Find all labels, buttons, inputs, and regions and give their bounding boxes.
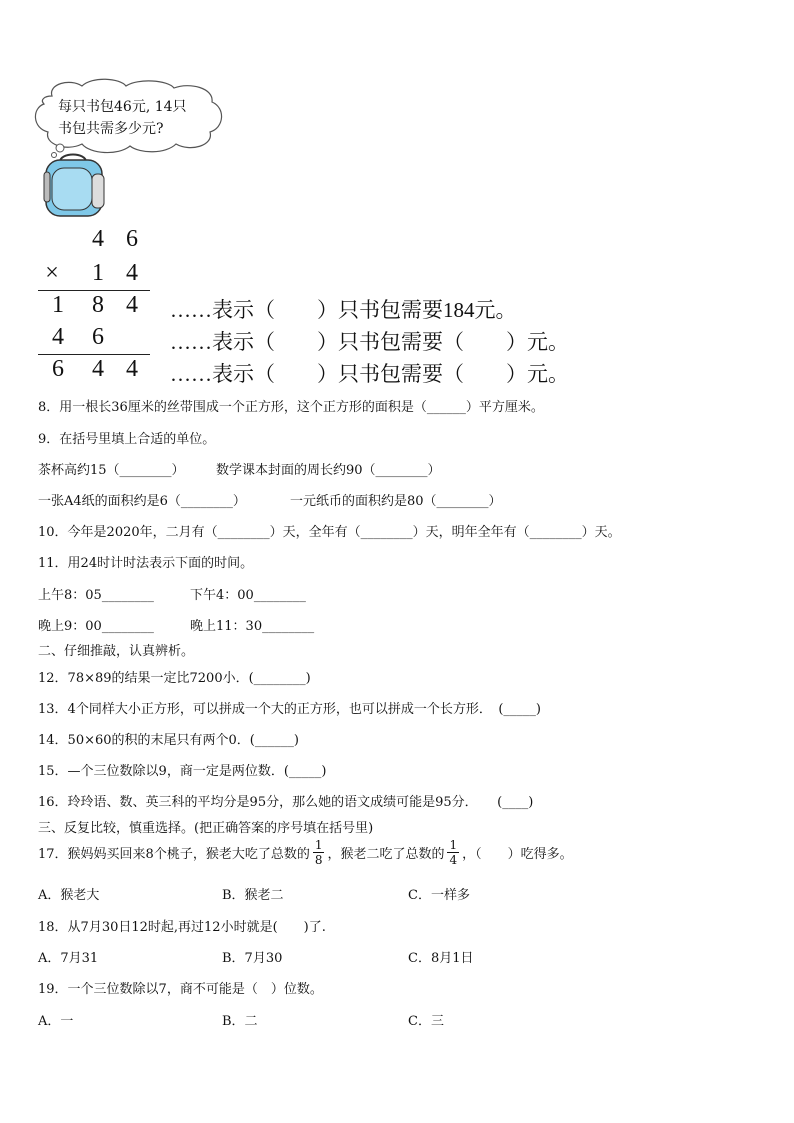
explanation-1: ……表示（ ）只书包需要184元。: [170, 298, 517, 322]
question-17: [38, 838, 573, 867]
fraction-denominator: 4: [449, 853, 458, 867]
digit: 4: [92, 356, 104, 382]
question-19: 19．一个三位数除以7，商不可能是（ ）位数。: [38, 982, 323, 997]
option-17b: B．猴老二: [222, 888, 284, 903]
digit: 6: [126, 226, 138, 252]
digit: 6: [52, 356, 64, 382]
option-19c: C．三: [408, 1014, 444, 1029]
question-15: 15．—个三位数除以9，商一定是两位数．(_____): [38, 764, 327, 779]
digit: 4: [52, 324, 64, 350]
option-19b: B．二: [222, 1014, 258, 1029]
option-18b: B．7月30: [222, 951, 283, 966]
option-18c: C．8月1日: [408, 951, 474, 966]
question-12: 12．78×89的结果一定比7200小．(________): [38, 671, 311, 686]
explanation-3: ……表示（ ）只书包需要（ ）元。: [170, 362, 569, 386]
digit: 1: [92, 260, 104, 286]
question-11d: 晚上11：30________: [190, 619, 315, 634]
explanation-2: ……表示（ ）只书包需要（ ）元。: [170, 330, 569, 354]
option-18a: A．7月31: [38, 951, 99, 966]
section-3-heading: 三、反复比较，慎重选择。(把正确答案的序号填在括号里): [38, 821, 374, 836]
section-2-heading: 二、仔细推敲，认真辨析。: [38, 644, 195, 659]
fraction-numerator: 1: [314, 838, 323, 852]
question-9c: 一张A4纸的面积约是6（________）: [38, 494, 246, 509]
question-16: 16．玲玲语、数、英三科的平均分是95分，那么她的语文成绩可能是95分． (____): [38, 795, 534, 810]
option-19a: A．一: [38, 1014, 74, 1029]
question-17-text-end: ，（ ）吃得多。: [462, 847, 573, 862]
option-17a: A．猴老大: [38, 888, 100, 903]
fraction-denominator: 8: [314, 853, 323, 867]
digit: 6: [92, 324, 104, 350]
digit: 4: [126, 260, 138, 286]
question-17-text-start: 17．猴妈妈买回来8个桃子，猴老大吃了总数的: [38, 847, 310, 862]
fraction-one-eighth: [313, 838, 325, 867]
bubble-line-1: 每只书包46元, 14只: [58, 99, 187, 115]
option-17c: C．一样多: [408, 888, 470, 903]
digit: 4: [126, 292, 138, 318]
fraction-numerator: 1: [449, 838, 458, 852]
question-14: 14．50×60的积的末尾只有两个0．(______): [38, 733, 299, 748]
question-9d: 一元纸币的面积约是80（________）: [290, 494, 502, 509]
question-9b: 数学课本封面的周长约90（________）: [216, 463, 441, 478]
question-11a: 上午8：05________: [38, 588, 154, 603]
question-11c: 晚上9：00________: [38, 619, 154, 634]
question-8: 8．用一根长36厘米的丝带围成一个正方形，这个正方形的面积是（______）平方厘米。: [38, 400, 544, 415]
bubble-line-2: 书包共需多少元?: [58, 121, 164, 137]
rule-line: [38, 354, 150, 355]
multiply-sign: ×: [45, 260, 59, 286]
question-10: 10．今年是2020年，二月有（________）天，全年有（________）天，明年全年有（________）天。: [38, 525, 621, 540]
question-18: 18．从7月30日12时起,再过12小时就是( )了.: [38, 920, 326, 935]
question-11b: 下午4：00________: [190, 588, 306, 603]
digit: 8: [92, 292, 104, 318]
digit: 4: [92, 226, 104, 252]
digit: 4: [126, 356, 138, 382]
backpack-icon: [38, 150, 110, 218]
question-17-text-middle: ，猴老二吃了总数的: [327, 847, 445, 862]
question-9a: 茶杯高约15（________）: [38, 463, 185, 478]
question-13: 13．4个同样大小正方形，可以拼成一个大的正方形，也可以拼成一个长方形． (_____): [38, 702, 541, 717]
question-9: 9．在括号里填上合适的单位。: [38, 432, 216, 447]
rule-line: [38, 290, 150, 291]
digit: 1: [52, 292, 64, 318]
fraction-one-quarter: [447, 838, 459, 867]
question-11: 11．用24时计时法表示下面的时间。: [38, 556, 254, 571]
